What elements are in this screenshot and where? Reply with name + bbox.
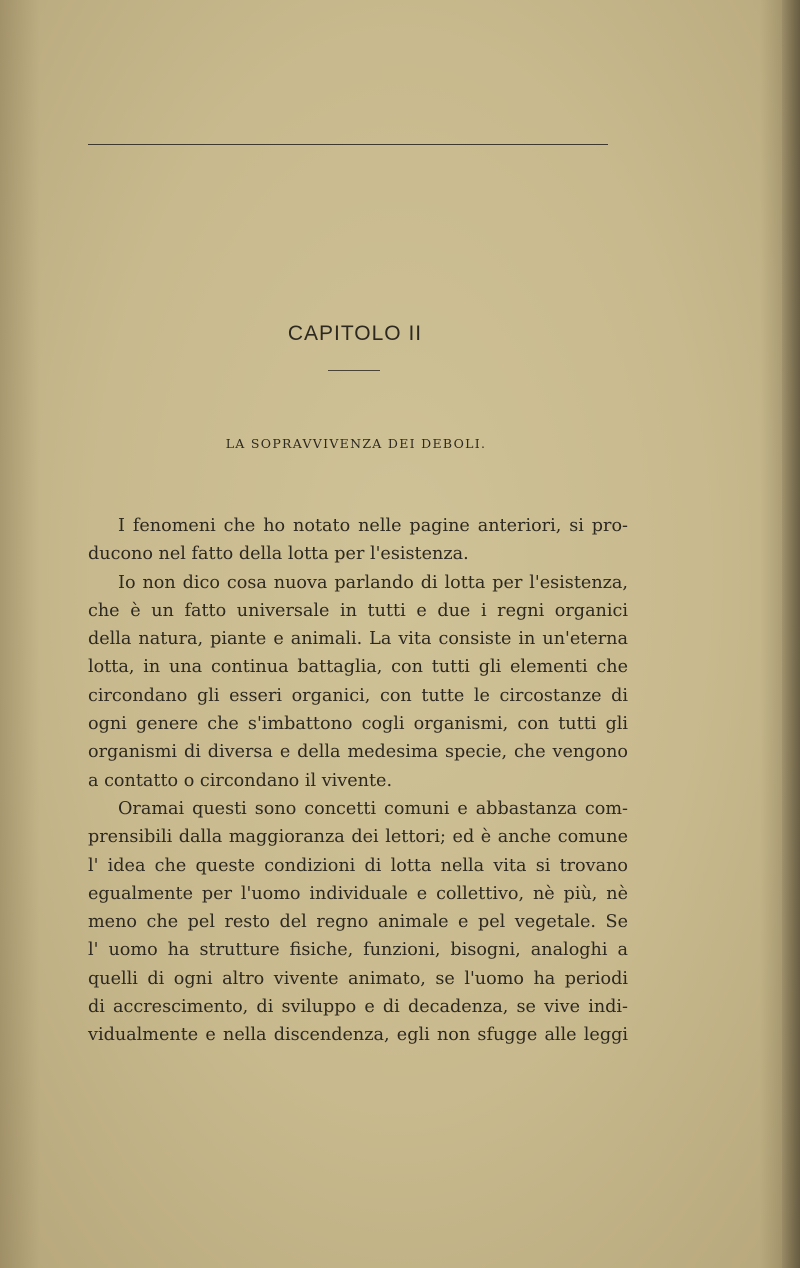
text-line: quelli di ogni altro vivente animato, se l'uomo ha periodi (88, 968, 628, 989)
text-line: vidualmente e nella discendenza, egli non sfugge alle leggi (88, 1025, 628, 1046)
chapter-subtitle: LA SOPRAVVIVENZA DEI DEBOLI. (225, 436, 487, 451)
text-line: della natura, piante e animali. La vita consiste in un'eterna (88, 629, 628, 650)
text-line: meno che pel resto del regno animale e pel vegetale. Se (88, 912, 628, 933)
text-line: Io non dico cosa nuova parlando di lotta per l'esistenza, (118, 572, 628, 593)
title-divider (328, 370, 380, 371)
text-line: l' uomo ha strutture fisiche, funzioni, bisogni, analoghi a (88, 940, 628, 961)
text-line: prensibili dalla maggioranza dei lettori; ed è anche comune (88, 827, 628, 848)
text-line: che è un fatto universale in tutti e due i regni organici (88, 600, 628, 621)
text-line: Oramai questi sono concetti comuni e abbastanza com- (118, 798, 628, 819)
text-line: di accrescimento, di sviluppo e di decadenza, se vive indi- (88, 997, 628, 1018)
text-line: a contatto o circondano il vivente. (88, 770, 393, 791)
text-line: l' idea che queste condizioni di lotta nella vita si trovano (88, 855, 628, 876)
text-line: lotta, in una continua battaglia, con tutti gli elementi che (88, 657, 628, 678)
body-text (88, 512, 628, 1050)
page-edge (782, 0, 800, 1268)
text-line: ducono nel fatto della lotta per l'esistenza. (88, 544, 469, 565)
text-line: circondano gli esseri organici, con tutte le circostanze di (88, 685, 628, 706)
text-line: egualmente per l'uomo individuale e collettivo, nè più, nè (88, 883, 628, 904)
chapter-title: CAPITOLO II (287, 322, 423, 345)
top-rule (88, 144, 608, 145)
text-line: I fenomeni che ho notato nelle pagine anteriori, si pro- (118, 516, 628, 536)
text-line: ogni genere che s'imbattono cogli organismi, con tutti gli (88, 714, 628, 735)
text-line: organismi di diversa e della medesima specie, che vengono (88, 742, 628, 763)
